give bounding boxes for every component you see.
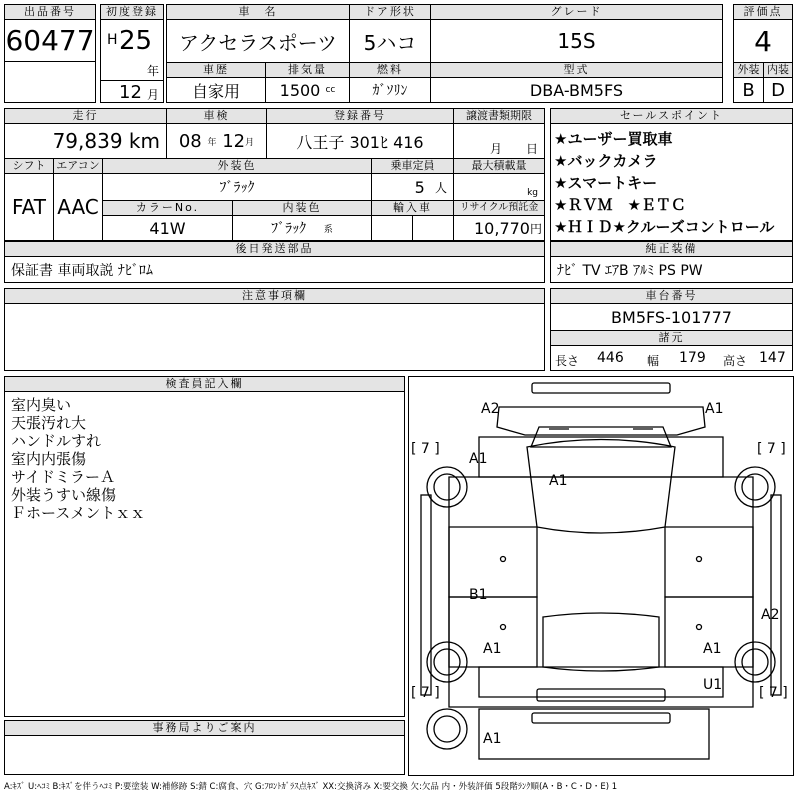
recycle-value: 10,770 [474,218,530,238]
dims-cell [550,345,793,371]
tire-mark-rear-right: [ 7 ] [759,685,788,701]
mark-front-right: A1 [705,401,724,417]
displacement-unit: cc [325,85,336,95]
rear-bumper-shape [532,713,670,723]
history-value: 自家用 [166,77,266,103]
width-label: 幅 [647,354,660,368]
lot-number-label: 出品番号 [4,4,96,20]
car-name-label: 車 名 [166,4,350,20]
fuel-value: ｶﾞｿﾘﾝ [349,77,431,103]
mileage-label: 走行 [4,108,167,124]
rear-plate-shape [537,689,665,701]
exterior-label: 外装 [733,62,764,78]
tire-mark-rear-left: [ 7 ] [411,685,440,701]
int-color-cell [232,215,372,241]
left-side-strip [421,495,431,695]
fuel-label: 燃料 [349,62,431,78]
plate-value: 八王子 301ﾋ 416 [266,123,454,159]
inspection-cell [166,123,267,159]
length-value: 446 [597,350,624,366]
inspector-line: Ｆホースメントｘｘ [11,504,146,522]
spare-wheel [427,709,467,749]
inspector-line: 室内内張傷 [11,450,87,468]
wheel-front-left [427,467,467,507]
aircon-value: AAC [53,173,103,241]
lot-number-value: 60477 [4,19,96,62]
mileage-unit: km [128,129,160,153]
shift-value: FAT [4,173,54,241]
recycle-unit: 円 [529,221,542,236]
equipment-value: ﾅﾋﾞ TV ｴｱB ｱﾙﾐ PS PW [550,256,793,283]
chassis-value: BM5FS-101777 [550,303,793,331]
int-color-label: 内装色 [232,200,372,216]
recycle-cell [453,215,545,241]
notes-label: 注意事項欄 [4,288,545,304]
score-value: 4 [733,19,793,63]
reg-month-cell [100,80,164,103]
left-front-door-shape [449,527,537,597]
inspector-line: 天張汚れ大 [11,414,87,432]
rear-window-shape [543,613,659,671]
sales-point-item: ★ユーザー買取車 [554,130,673,148]
height-value: 147 [759,350,786,366]
max-load-unit: kg [453,173,545,201]
import-cell-a [371,215,413,241]
front-body-shape [479,437,723,477]
model-value: DBA-BM5FS [430,77,723,103]
capacity-value: 5 [414,177,425,197]
transfer-docs-label: 譲渡書類期限 [453,108,545,124]
inspection-month-unit: 月 [245,137,255,148]
inspection-label: 車検 [166,108,267,124]
era-value: H [107,32,118,48]
trunk-area-shape [479,709,709,759]
length-label: 長さ [555,354,580,368]
sales-point-item: ★スマートキー [554,174,658,192]
mark-right-rear: A1 [703,641,722,657]
capacity-cell [371,173,454,201]
door-label: ドア形状 [349,4,431,20]
mark-trunk: A1 [483,731,502,747]
office-label: 事務局よりご案内 [4,720,405,736]
reg-year-unit: 年 [147,64,160,78]
transfer-docs-cell [453,123,545,159]
grade-value: 15S [430,19,723,63]
car-name-value: アクセラスポーツ [166,19,350,63]
inspection-month: 12 [222,130,246,152]
transfer-day-unit: 日 [526,142,539,156]
inspector-line: 外装うすい線傷 [11,486,117,504]
int-color-suffix: 系 [323,224,333,235]
inspection-year: 08 [178,130,202,152]
door-value: 5ハコ [349,19,431,63]
mark-left-fender: A1 [469,451,488,467]
chassis-label: 車台番号 [550,288,793,304]
front-panel-shape [497,407,705,435]
recycle-label: リサイクル預託金 [453,200,545,216]
history-label: 車歴 [166,62,266,78]
ext-color-label: 外装色 [102,158,372,174]
transfer-month-unit: 月 [490,142,503,156]
notes-area [4,303,545,371]
reg-year-value: 25 [119,26,153,56]
sales-points-label: セールスポイント [550,108,793,124]
aircon-label: エアコン [53,158,103,174]
shift-label: シフト [4,158,54,174]
car-diagram [408,376,794,776]
sales-points-list [550,123,793,241]
displacement-cell [265,77,350,103]
import-label: 輸入車 [371,200,454,216]
wheel-rear-left [427,642,467,682]
ext-color-value: ﾌﾞﾗｯｸ [102,173,372,201]
equipment-label: 純正装備 [550,241,793,257]
model-label: 型式 [430,62,723,78]
tire-mark-front-right: [ 7 ] [757,441,786,457]
parts-value: 保証書 車両取説 ﾅﾋﾞﾛﾑ [4,256,545,283]
inspector-line: 室内臭い [11,396,72,414]
height-label: 高さ [723,354,748,368]
inspector-line: サイドミラーＡ [11,468,115,486]
inspection-year-unit: 年 [207,137,217,148]
mileage-cell [4,123,167,159]
grade-label: グレード [430,4,723,20]
mileage-value: 79,839 [52,129,123,153]
displacement-value: 1500 [279,80,321,100]
plate-label: 登録番号 [266,108,454,124]
width-value: 179 [679,350,706,366]
color-no-value: 41W [102,215,233,241]
reg-month-value: 12 [119,82,142,103]
mark-left-rear-door: B1 [469,587,488,603]
mark-right-side: A2 [761,607,780,623]
inspector-notes [4,391,405,717]
score-label: 評価点 [733,4,793,20]
displacement-label: 排気量 [265,62,350,78]
interior-label: 内装 [763,62,793,78]
wheel-front-right [735,467,775,507]
mark-left-rear: A1 [483,641,502,657]
reg-month-unit: 月 [147,88,160,102]
dims-label: 諸元 [550,330,793,346]
right-side-strip [771,495,781,695]
right-front-door-shape [665,527,753,597]
mark-front-left: A2 [481,401,500,417]
color-no-label: カラーNo. [102,200,233,216]
car-diagram-svg [409,377,793,775]
capacity-label: 乗車定員 [371,158,454,174]
first-registration-label: 初度登録 [100,4,164,20]
capacity-unit: 人 [434,180,447,195]
import-cell-b [412,215,454,241]
first-registration-cell [100,19,164,81]
tire-mark-front-left: [ 7 ] [411,441,440,457]
max-load-label: 最大積載量 [453,158,545,174]
inspector-line: ハンドルすれ [11,432,102,450]
sales-point-item: ★ＲＶＭ ★ＥＴＣ [554,196,686,214]
int-color-value: ﾌﾞﾗｯｸ [271,221,307,237]
exterior-value: B [733,77,764,103]
sales-point-item: ★バックカメラ [554,152,658,170]
inspector-label: 検査員記入欄 [4,376,405,392]
main-body-shape [449,477,753,707]
wheel-rear-right [735,642,775,682]
mark-roof: A1 [549,473,568,489]
office-area [4,735,405,775]
mark-rear: U1 [703,677,723,693]
sales-point-item: ★ＨＩＤ★クルーズコントロール [554,218,775,236]
interior-value: D [763,77,793,103]
lot-number-blank [4,61,96,103]
parts-label: 後日発送部品 [4,241,545,257]
legend: A:ｷｽﾞ U:ﾍｺﾐ B:ｷｽﾞを伴うﾍｺﾐ P:要塗装 W:補修跡 S:錆 C:腐食、穴 G:ﾌﾛﾝﾄｶﾞﾗｽ点ｷｽﾞ XX:交換済み X:要交換 欠:欠品 内・外装評価 5段階ﾗﾝｸ順(A・B・C・D・E) 1 [4,782,618,792]
front-bumper-shape [532,383,670,393]
